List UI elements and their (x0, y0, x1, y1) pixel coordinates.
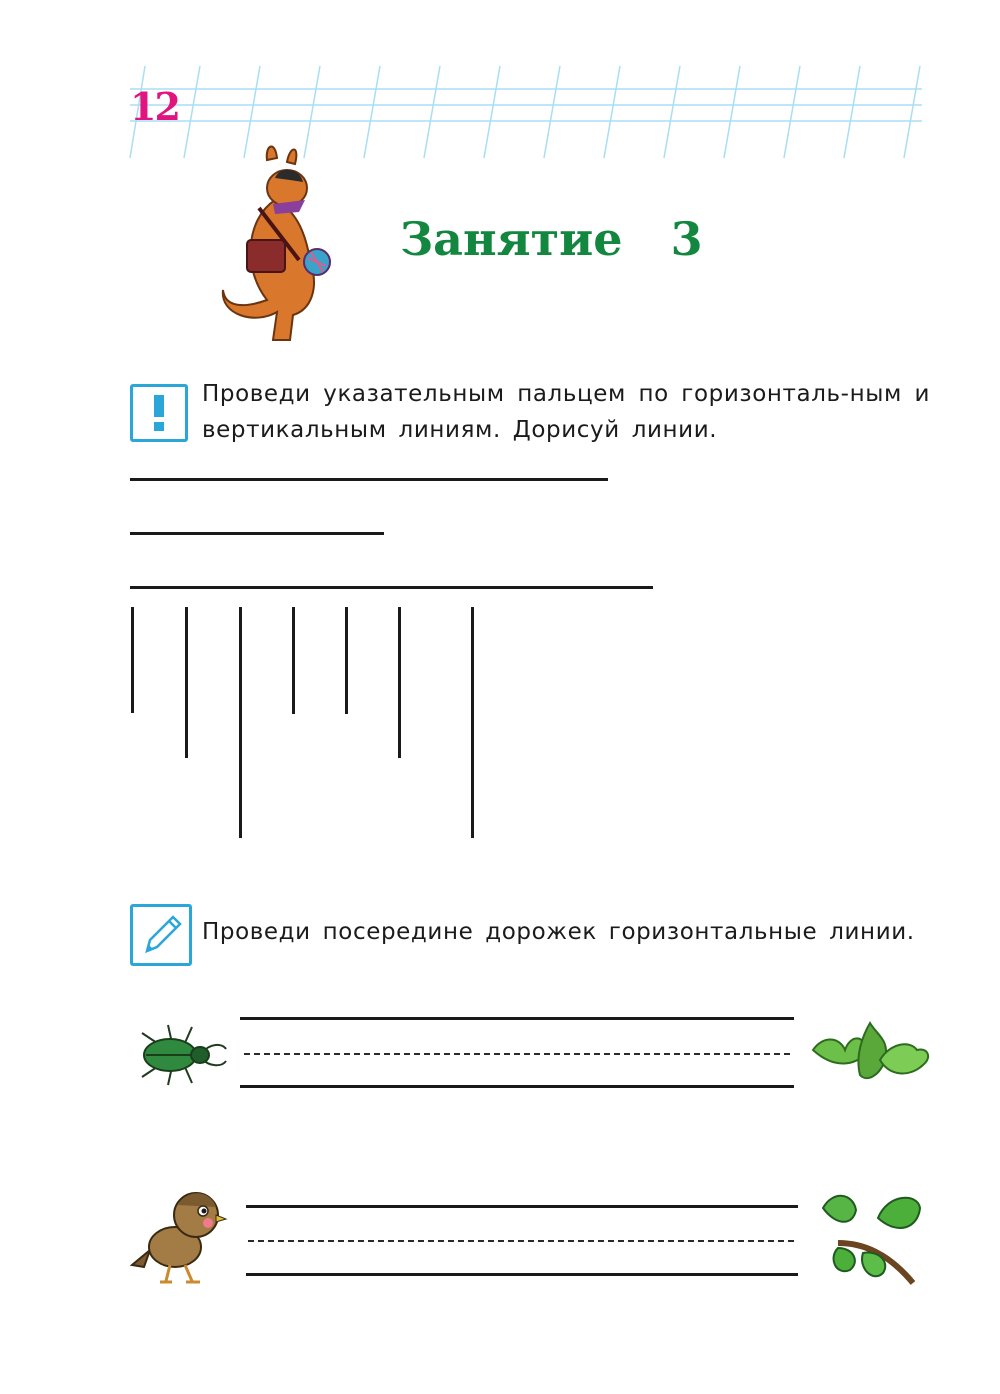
trace-line-horizontal[interactable] (130, 478, 608, 481)
task2-instruction: Проведи посередине дорожек горизонтальные линии. (202, 919, 915, 945)
lane-border-bottom (246, 1273, 798, 1276)
trace-line-vertical[interactable] (398, 607, 401, 758)
trace-line-vertical[interactable] (185, 607, 188, 758)
trace-line-vertical[interactable] (131, 607, 134, 713)
trace-line-horizontal[interactable] (130, 532, 384, 535)
lane-border-top (240, 1017, 794, 1020)
lane-border-bottom (240, 1085, 794, 1088)
oak-leaves-illustration (805, 1015, 935, 1090)
branch-illustration (818, 1188, 928, 1288)
lane-border-top (246, 1205, 798, 1208)
trace-line-vertical[interactable] (471, 607, 474, 838)
kangaroo-illustration (215, 140, 345, 345)
beetle-illustration (130, 1015, 230, 1095)
lesson-title: Занятие 3 (400, 212, 703, 266)
page-number: 12 (130, 84, 179, 129)
lane-midline[interactable] (248, 1240, 794, 1242)
bird-illustration (130, 1185, 230, 1290)
trace-line-vertical[interactable] (345, 607, 348, 714)
exclamation-icon (130, 384, 188, 442)
trace-line-vertical[interactable] (292, 607, 295, 714)
pencil-icon (130, 904, 192, 966)
trace-line-horizontal[interactable] (130, 586, 653, 589)
trace-line-vertical[interactable] (239, 607, 242, 838)
lane-midline[interactable] (244, 1053, 790, 1055)
task1-instruction: Проведи указательным пальцем по горизонталь-ным и вертикальным линиям. Дорисуй линии. (202, 381, 930, 443)
